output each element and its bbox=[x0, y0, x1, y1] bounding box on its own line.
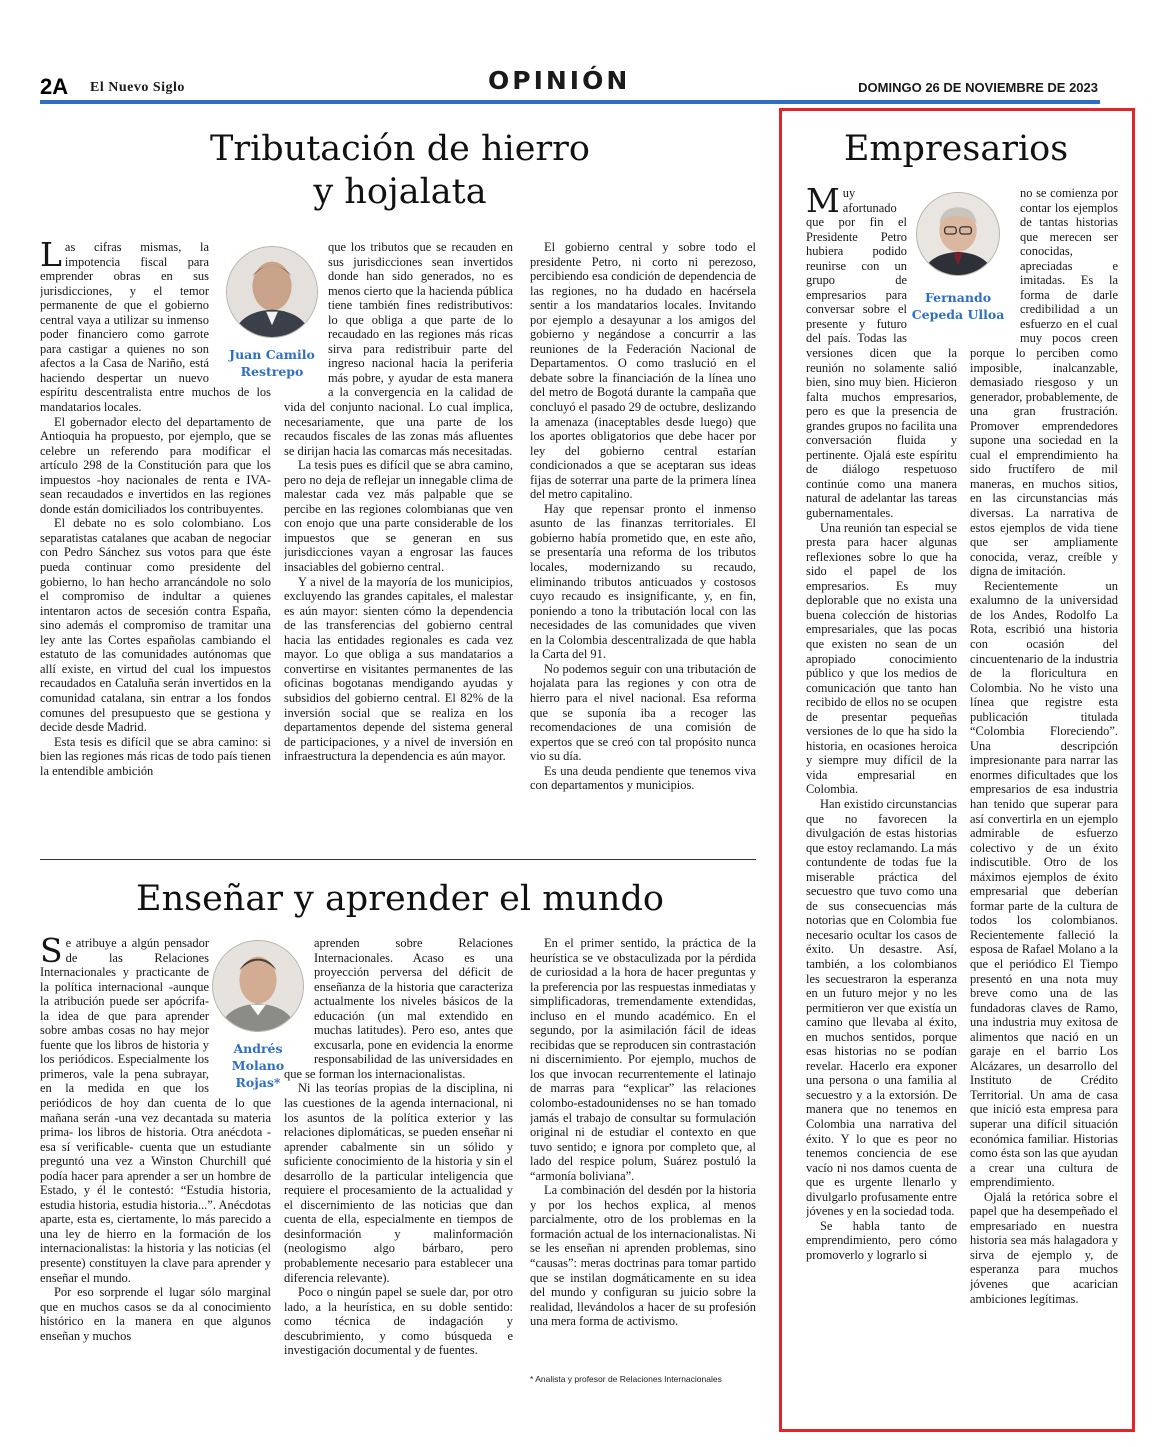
paragraph: Se habla tanto de emprendimiento, pero cómo promoverlo y lograrlo si bbox=[806, 1218, 957, 1262]
paragraph: aprenden sobre Relaciones Internacionales. Acaso es una proyección perversa del déficit de enseñanza de la historia que caracteriza actualmente los niveles básicos de la educación (un mal extendido en muchas latitudes). Pero eso, antes que excusarla, pone en evidencia la enorme responsabilidad de las universidades en que se forman los internacionalistas. bbox=[284, 936, 513, 1081]
paragraph: Una reunión tan especial se presta para hacer algunas reflexiones sobre lo que ha sido el papel de los empresarios. Es muy deplorable que no exista una buena colección de historias empresariales, que las pocas que existen no sean de un apropiado conocimiento público y que los medios de comunicación que tanto han recibido de ellos no se ocupen de presentar pequeñas versiones de lo que ha sido la historia, en ocasiones heroica y siempre muy difícil de la vida empresarial en Colombia. bbox=[806, 520, 957, 797]
paragraph: uy afortunado que por fin el Presidente Petro hubiera podido reunirse con un grupo de empresarios para conversar sobre el presente y futuro del país. Todas las versiones dicen que la reunión no solamente salió bien, sino muy bien. Hicieron falta muchos empresarios, pero es que la presencia de grandes grupos no facilita una conversación fluida y pertinente. Ojalá este espíritu de diálogo respetuoso continúe como una manera natural de adelantar las tareas gubernamentales. bbox=[806, 186, 957, 521]
article-3-column-1 bbox=[806, 186, 957, 1414]
paragraph: Y a nivel de la mayoría de los municipios, excluyendo las grandes capitales, el malestar es aún mayor: sienten cómo la dependencia de las transferencias del gobierno central hacia las entidades regionales es cada vez mayor. Lo que obliga a sus mandatarios a convertirse en visitantes permanentes de las oficinas bogotanas mendigando ayudas y subsidios del gobierno central. El 82% de la inversión social que se realiza en los departamentos depende del sistema general de participaciones, y a nivel de inversión en infraestructura la dependencia es aún mayor. bbox=[284, 574, 513, 764]
dropcap: L bbox=[40, 240, 62, 274]
headline-line-2: y hojalata bbox=[313, 171, 487, 212]
paragraph: que los tributos que se recauden en sus jurisdicciones sean invertidos donde han sido generados, no es menos cierto que la hacienda pública tiene también fines redistributivos: lo que obliga a que parte de lo recaudado en las regiones más ricas sirva para redistribuir parte del ingreso nacional hacia la periferia más pobre, y ayudar de esta manera a la convergencia en la calidad de vida del conjunto nacional. Lo cual implica, necesariamente, que una parte de los recaudos fiscales de las zonas más afluentes se dirijan hacia las comarcas más necesitadas. bbox=[284, 240, 513, 458]
article-1-column-2 bbox=[284, 240, 513, 838]
article-1-column-1 bbox=[40, 240, 271, 838]
publication-date: DOMINGO 26 DE NOVIEMBRE DE 2023 bbox=[858, 80, 1098, 95]
paragraph: Es una deuda pendiente que tenemos viva con departamentos y municipios. bbox=[530, 763, 756, 793]
author-last-name: Rojas* bbox=[235, 1075, 281, 1090]
page-number: 2A bbox=[40, 74, 69, 99]
paragraph: Poco o ningún papel se suele dar, por otro lado, a la heurística, en su doble sentido: como técnica de indagación y descubrimiento, y como búsqueda e investigación documental y de fuentes. bbox=[284, 1285, 513, 1358]
paragraph: La combinación del desdén por la historia y por los hechos explica, al menos parcialmente, otro de los problemas en la formación actual de los internacionalistas. Ni se les enseñan ni aprenden problemas, sino “causas”: meras doctrinas para tomar partido que se instilan dogmáticamente en su idea del mundo y configuran su juicio sobre la realidad, llevándolos a hacer de su profesión una mera forma de activismo. bbox=[530, 1183, 756, 1329]
paragraph: Ojalá la retórica sobre el papel que ha desempeñado el empresariado en nuestra historia sea más halagadora y sirva de ejemplo y, de esperanza para muchos jóvenes que acarician ambiciones legítimas. bbox=[970, 1189, 1118, 1306]
section-title: OPINIÓN bbox=[488, 66, 631, 95]
article-3-column-2 bbox=[970, 186, 1118, 1414]
article-2-column-1 bbox=[40, 936, 271, 1392]
article-2-column-3 bbox=[530, 936, 756, 1372]
article-headline-2: Enseñar y aprender el mundo bbox=[136, 879, 664, 919]
page-header bbox=[40, 64, 1100, 100]
dropcap: M bbox=[806, 186, 840, 220]
paragraph: no se comienza por contar los ejemplos de tantas historias que merecen ser conocidas, apreciadas e imitadas. Es la forma de darle credibilidad a un esfuerzo en el cual muy pocos creen porque lo perciben como imposible, inalcanzable, demasiado riesgoso y un generador, probablemente, de una gran frustración. Promover emprendedores supone una sociedad en la cual el emprendimiento ha sido fructífero de mil maneras, en muchos sitios, en las circunstancias más diversas. La narrativa de estos ejemplos de vida tiene que ser ampliamente conocida, veraz, creíble y digna de imitación. bbox=[970, 186, 1118, 579]
newspaper-name: El Nuevo Siglo bbox=[90, 80, 185, 95]
paragraph: El gobierno central y sobre todo el presidente Petro, ni corto ni perezoso, percibiendo esa condición de dependencia de las regiones, no ha dudado en hacérsela sentir a los mandatarios locales. Invitando por ejemplo a desayunar a los amigos del gobierno y negándose a concurrir a las reuniones de la Federación Nacional de Departamentos. O como traslució en el debate sobre la financiación de la línea uno del metro de Bogotá durante la campaña que concluyó el pasado 29 de octubre, deslizando la amenaza (inaceptables desde luego) que los aportes obligatorios que debe hacer por ley del gobierno central estarían condicionados a que se aceptaran sus ideas fijas de soterrar una parte de la primera línea del metro capitalino. bbox=[530, 240, 756, 502]
paragraph: Esta tesis es difícil que se abra camino: si bien las regiones más ricas de todo país tienen la entendible ambición bbox=[40, 734, 271, 778]
author-last-name: Cepeda Ulloa bbox=[911, 307, 1005, 322]
paragraph: El debate no es solo colombiano. Los separatistas catalanes que acaban de negociar con Pedro Sánchez sus votos para que éste pueda continuar como presidente del gobierno, lo han hecho arrancándole no solo el compromiso de indultar a quienes intentaron actos de secesión contra España, sino además el compromiso de tramitar una ley ante las Cortes españolas cambiando el estatuto de las comunidades autónomas que allí existe, en virtud del cual los impuestos recaudados en Cataluña serán invertidos en la comunidad catalana, sin entrar a los fondos comunes del presupuesto que se gestiona y decide desde Madrid. bbox=[40, 516, 271, 735]
paragraph: El gobernador electo del departamento de Antioquia ha propuesto, por ejemplo, que se celebre un referendo para modificar el artículo 298 de la Constitución para que los impuestos -hoy nacionales de renta e IVA- sean recaudados e invertidos en las regiones donde están domiciliados los contribuyentes. bbox=[40, 414, 271, 516]
article-1-column-3 bbox=[530, 240, 756, 838]
author-last-name: Restrepo bbox=[240, 364, 304, 379]
article-headline-1 bbox=[150, 128, 650, 213]
paragraph: e atribuye a algún pensador de las Relaciones Internacionales y practicante de la política internacional -aunque la atribución puede ser apócrifa- la idea de que para aprender sobre ambas cosas no hay mejor fuente que los libros de historia y los periódicos. Especialmente los primeros, vale la pena subrayar, en la medida en que los periódicos de hoy dan cuenta de lo que mañana serán -una vez decantada su materia prima- los libros de historia. Otra anécdota -esa sí verificable- cuenta que un estudiante preguntó una vez a Winston Churchill qué podía hacer para aprender a ser un hombre de Estado, y él le contestó: “Estudia historia, estudia historia, estudia historia...”. Anécdotas aparte, esta es, ciertamente, lo más parecido a una ley de hierro en la formación de los internacionalistas: la historia y las noticias (el presente) constituyen la clave para aprender y enseñar el mundo. bbox=[40, 936, 271, 1285]
article-headline-3: Empresarios bbox=[843, 129, 1069, 169]
paragraph: Hay que repensar pronto el inmenso asunto de las finanzas territoriales. El gobierno había prometido que, en este año, se presentaría una reforma de los tributos locales, modernizando su recaudo, eliminando tributos anticuados y costosos cuyo recaudo es insignificante, y, en fin, poniendo a tono la tributación local con las necesidades de las comunidades que viven en la Colombia descentralizada de que habla la Carta del 91. bbox=[530, 501, 756, 662]
author-first-name: Fernando bbox=[924, 290, 992, 305]
article-divider bbox=[40, 859, 756, 860]
author-footnote: * Analista y profesor de Relaciones Internacionales bbox=[530, 1374, 722, 1384]
paragraph: Por eso sorprende el lugar sólo marginal que en muchos casos se da al conocimiento histórico en la manera en que algunos enseñan y muchos bbox=[40, 1285, 271, 1343]
author-first-name: Andrés Molano bbox=[231, 1041, 285, 1073]
author-first-name: Juan Camilo bbox=[229, 347, 315, 362]
paragraph: Han existido circunstancias que no favorecen la divulgación de estas historias que estoy reclamando. La más contundente de todas fue la miserable práctica del secuestro que tuvo como una de sus consecuencias más notorias que en Colombia fue necesario ocultar los casos de éxito. Un desastre. Así, también, a los colombianos les secuestraron la esperanza en un futuro mejor y no les permitieron ver que existía un camino que llevaba al éxito, en muchos sentidos, porque esas historias no se podían revelar. Hacerlo era exponer una persona o una familia al secuestro y a la extorsión. De manera que no tenemos en Colombia una narrativa del éxito. Y lo que es peor no tenemos conciencia de ese vacío ni nos damos cuenta de que es urgente llenarlo y divulgarlo profusamente entre jóvenes y en la sociedad toda. bbox=[806, 796, 957, 1219]
article-2-column-2 bbox=[284, 936, 513, 1392]
headline-line-1: Tributación de hierro bbox=[210, 129, 590, 169]
paragraph: En el primer sentido, la práctica de la heurística se ve obstaculizada por la pérdida de curiosidad a la hora de hacer preguntas y la preferencia por las respuestas inmediatas y simplificadoras, tremendamente extendidas, incluso en el mundo académico. En el segundo, por la asimilación fácil de ideas recibidas que se reproducen sin contrastación ni discernimiento. Por ejemplo, muchos de los que invocan recurrentemente el latinajo de marras para “explicar” las relaciones colombo-estadounidenses no se han tomado jamás el trabajo de consultar su formulación original ni de estudiar el contexto en que tuvo sentido; e ignora por completo que, al lado del respice polum, Suárez postuló la “armonía boliviana”. bbox=[530, 936, 756, 1183]
paragraph: La tesis pues es difícil que se abra camino, pero no deja de reflejar un innegable clima de malestar cada vez más palpable que se percibe en las regiones colombianas que ven con enojo que una parte considerable de los impuestos que se generan en sus jurisdicciones vayan a engrosar las fauces insaciables del gobierno central. bbox=[284, 458, 513, 575]
paragraph: as cifras mismas, la impotencia fiscal para emprender obras en sus jurisdicciones, y el temor permanente de que el gobierno central vaya a utilizar su inmenso poder financiero como garrote para castigar a quienes no son afectos a la Casa de Nariño, está haciendo despertar un nuevo espíritu descentralista entre muchos de los mandatarios locales. bbox=[40, 240, 271, 415]
paragraph: Recientemente un exalumno de la universidad de los Andes, Rodolfo La Rota, escribió una historia con ocasión del cincuentenario de la industria de la floricultura en Colombia. No he visto una línea que registre esta publicación titulada “Colombia Floreciendo”. Una descripción impresionante para narrar las enormes dificultades que los empresarios de esa industria han tenido que superar para así convertirla en un ejemplo admirable de esfuerzo colectivo y de un éxito indiscutible. Otro de los máximos ejemplos de éxito empresarial que deberían formar parte de la cultura de todos los colombianos. Recientemente falleció la esposa de Rafael Molano a la que el periódico El Tiempo presentó en una nota muy breve como una de las fundadoras claves de Ramo, una industria muy exitosa de alimentos que nació en un garaje en el barrio Los Alcázares, un desarrollo del Instituto de Crédito Territorial. Un ama de casa que inició esta empresa para superar una difícil situación económica familiar. Historias como ésta son las que ayudan a crear una cultura de emprendimiento. bbox=[970, 578, 1118, 1190]
paragraph: No podemos seguir con una tributación de hojalata para las regiones y con otra de hierro para el nivel nacional. Esa reforma que se suponía iba a recoger las recomendaciones de una comisión de expertos que se creó con tal propósito nunca vio su día. bbox=[530, 661, 756, 764]
header-divider bbox=[40, 100, 1100, 104]
dropcap: S bbox=[40, 936, 63, 970]
paragraph: Ni las teorías propias de la disciplina, ni las cuestiones de la agenda internacional, ni los asuntos de la política exterior y las relaciones diplomáticas, se pueden enseñar ni aprender cabalmente sin un sólido y suficiente conocimiento de la historia y sin el desarrollo de la particular inteligencia que requiere el procesamiento de la actualidad y el discernimiento de las noticias que dan cuenta de ella, especialmente en tiempos de desinformación y malinformación (neologismo algo bárbaro, pero probablemente necesario para establecer una diferencia relevante). bbox=[284, 1081, 513, 1285]
